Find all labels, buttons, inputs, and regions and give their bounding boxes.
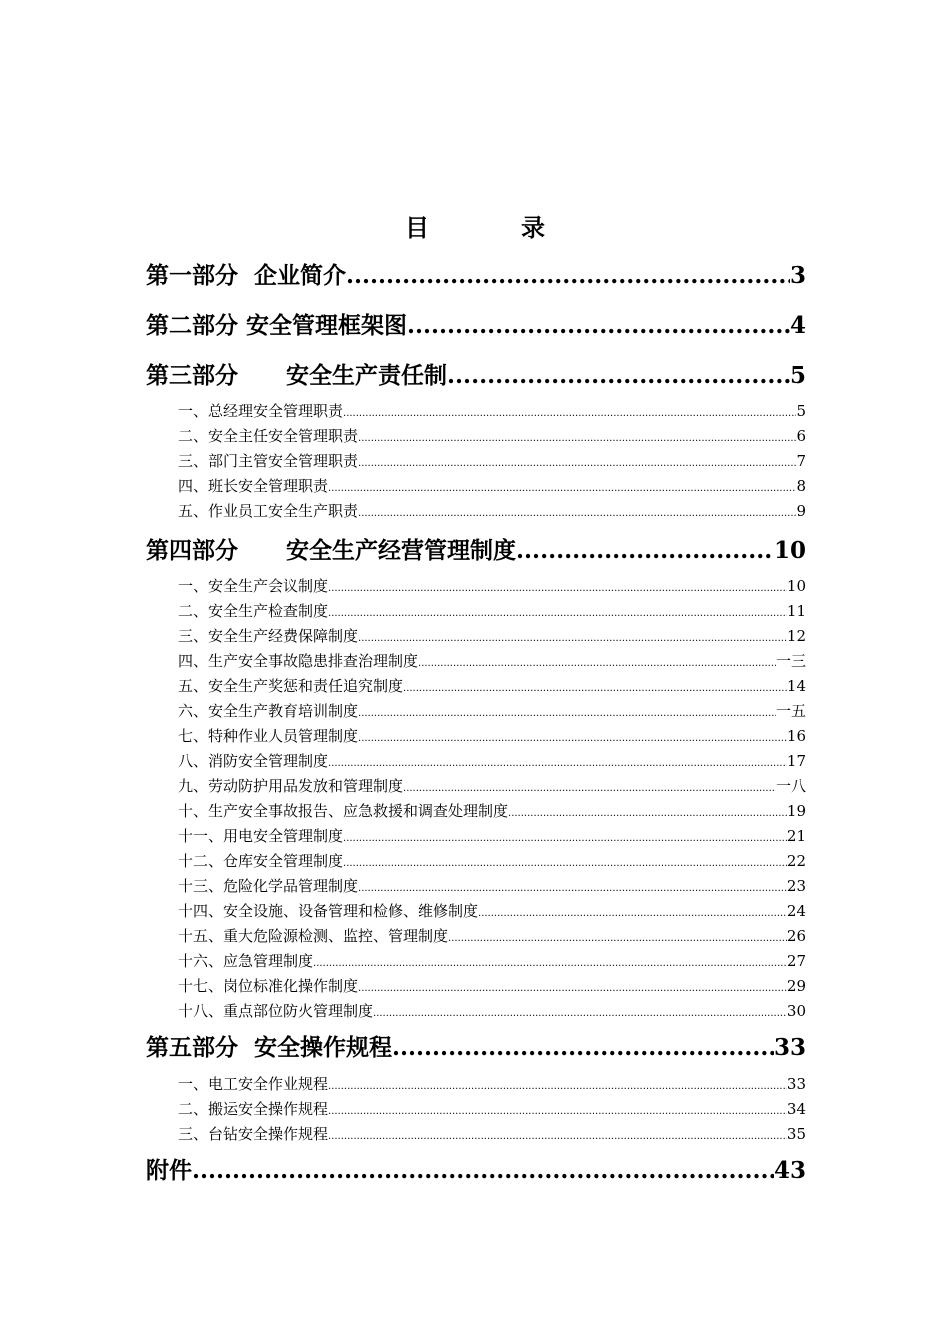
toc-section-entry[interactable] <box>146 257 806 291</box>
toc-subsection-entry[interactable] <box>178 450 806 472</box>
toc-entry-label: 十八、重点部位防火管理制度 <box>178 1002 374 1020</box>
toc-subsection-entry[interactable] <box>178 700 806 722</box>
toc-subsection-entry[interactable] <box>178 400 806 422</box>
toc-subsection-entry[interactable] <box>178 600 806 622</box>
toc-title <box>0 208 950 243</box>
toc-entry-label: 一、总经理安全管理职责 <box>178 402 344 420</box>
toc-entry-page: 4 <box>789 312 806 339</box>
toc-leader-dots <box>358 708 776 719</box>
toc-subsection-entry[interactable] <box>178 575 806 597</box>
toc-leader-dots <box>328 758 787 769</box>
toc-entry-label: 第一部分 企业简介 <box>146 262 347 289</box>
toc-leader-dots <box>447 362 790 389</box>
toc-entry-page: 22 <box>786 852 806 870</box>
toc-entry-page: 11 <box>786 602 806 620</box>
toc-leader-dots <box>328 608 787 619</box>
toc-entry-page: 35 <box>786 1125 806 1143</box>
toc-entry-label: 第二部分 安全管理框架图 <box>146 312 408 339</box>
toc-leader-dots <box>313 958 787 969</box>
toc-entry-page: 12 <box>786 627 806 645</box>
toc-section-entry[interactable] <box>146 1029 806 1063</box>
toc-leader-dots <box>328 483 796 494</box>
toc-entry-label: 八、消防安全管理制度 <box>178 752 329 770</box>
toc-entry-label: 五、作业员工安全生产职责 <box>178 502 359 520</box>
toc-entry-label: 十五、重大危险源检测、监控、管理制度 <box>178 927 449 945</box>
toc-subsection-entry[interactable] <box>178 750 806 772</box>
toc-entry-page: 7 <box>796 452 806 470</box>
toc-entry-label: 七、特种作业人员管理制度 <box>178 727 359 745</box>
toc-entry-label: 十三、危险化学品管理制度 <box>178 877 359 895</box>
toc-leader-dots <box>343 858 787 869</box>
toc-entry-page: 5 <box>796 402 806 420</box>
toc-entry-label: 附件 <box>146 1157 192 1184</box>
toc-subsection-entry[interactable] <box>178 925 806 947</box>
toc-leader-dots <box>358 458 796 469</box>
toc-leader-dots <box>192 1157 774 1184</box>
toc-leader-dots <box>373 1008 787 1019</box>
toc-subsection-entry[interactable] <box>178 1073 806 1095</box>
toc-leader-dots <box>358 633 787 644</box>
toc-entry-page: 5 <box>789 362 806 389</box>
toc-leader-dots <box>343 408 796 419</box>
toc-entry-label: 三、安全生产经费保障制度 <box>178 627 359 645</box>
toc-subsection-entry[interactable] <box>178 625 806 647</box>
toc-section-entry[interactable] <box>146 532 806 566</box>
toc-entry-label: 四、生产安全事故隐患排查治理制度 <box>178 652 419 670</box>
toc-subsection-entry[interactable] <box>178 900 806 922</box>
toc-subsection-entry[interactable] <box>178 825 806 847</box>
toc-entry-label: 三、台钻安全操作规程 <box>178 1125 329 1143</box>
toc-leader-dots <box>407 312 790 339</box>
toc-entry-page: 3 <box>789 262 806 289</box>
toc-entry-label: 十二、仓库安全管理制度 <box>178 852 344 870</box>
toc-entry-label: 第五部分 安全操作规程 <box>146 1034 393 1061</box>
toc-entry-label: 二、安全主任安全管理职责 <box>178 427 359 445</box>
toc-section-entry[interactable] <box>146 357 806 391</box>
toc-title-right: 录 <box>521 213 545 242</box>
toc-leader-dots <box>328 583 787 594</box>
toc-entry-page: 14 <box>786 677 806 695</box>
toc-leader-dots <box>403 683 787 694</box>
toc-entry-label: 第三部分 安全生产责任制 <box>146 362 448 389</box>
toc-entry-label: 十一、用电安全管理制度 <box>178 827 344 845</box>
toc-entry-page: 10 <box>773 537 806 564</box>
toc-subsection-entry[interactable] <box>178 975 806 997</box>
toc-entry-label: 四、班长安全管理职责 <box>178 477 329 495</box>
toc-entry-page: 19 <box>786 802 806 820</box>
toc-subsection-entry[interactable] <box>178 1098 806 1120</box>
toc-subsection-entry[interactable] <box>178 725 806 747</box>
toc-entry-label: 十四、安全设施、设备管理和检修、维修制度 <box>178 902 479 920</box>
toc-entry-page: 6 <box>796 427 806 445</box>
toc-leader-dots <box>346 262 790 289</box>
toc-entry-label: 九、劳动防护用品发放和管理制度 <box>178 777 404 795</box>
toc-entry-label: 十六、应急管理制度 <box>178 952 314 970</box>
toc-entry-page: 29 <box>786 977 806 995</box>
toc-subsection-entry[interactable] <box>178 1000 806 1022</box>
toc-leader-dots <box>508 808 787 819</box>
toc-entry-page: 34 <box>786 1100 806 1118</box>
toc-entry-page: 一三 <box>775 652 806 670</box>
toc-entry-page: 26 <box>786 927 806 945</box>
toc-subsection-entry[interactable] <box>178 675 806 697</box>
toc-entry-label: 十、生产安全事故报告、应急救援和调查处理制度 <box>178 802 509 820</box>
toc-entry-page: 16 <box>786 727 806 745</box>
toc-entry-label: 五、安全生产奖惩和责任追究制度 <box>178 677 404 695</box>
toc-subsection-entry[interactable] <box>178 850 806 872</box>
toc-leader-dots <box>478 908 787 919</box>
toc-entry-page: 8 <box>796 477 806 495</box>
toc-entry-page: 43 <box>773 1157 806 1184</box>
toc-entry-page: 24 <box>786 902 806 920</box>
toc-subsection-entry[interactable] <box>178 500 806 522</box>
toc-leader-dots <box>516 537 774 564</box>
toc-leader-dots <box>328 1081 787 1092</box>
toc-subsection-entry[interactable] <box>178 950 806 972</box>
toc-leader-dots <box>358 433 796 444</box>
toc-entry-label: 一、电工安全作业规程 <box>178 1075 329 1093</box>
toc-entry-label: 第四部分 安全生产经营管理制度 <box>146 537 517 564</box>
toc-entry-page: 9 <box>796 502 806 520</box>
toc-leader-dots <box>403 783 776 794</box>
toc-leader-dots <box>448 933 787 944</box>
toc-subsection-entry[interactable] <box>178 475 806 497</box>
toc-entry-page: 21 <box>786 827 806 845</box>
toc-leader-dots <box>358 733 787 744</box>
toc-subsection-entry[interactable] <box>178 775 806 797</box>
toc-subsection-entry[interactable] <box>178 1123 806 1145</box>
toc-entry-page: 一八 <box>775 777 806 795</box>
toc-leader-dots <box>392 1034 774 1061</box>
toc-leader-dots <box>418 658 776 669</box>
toc-entry-label: 二、安全生产检查制度 <box>178 602 329 620</box>
toc-entry-page: 33 <box>786 1075 806 1093</box>
toc-leader-dots <box>358 983 787 994</box>
toc-subsection-entry[interactable] <box>178 875 806 897</box>
toc-section-entry[interactable] <box>146 307 806 341</box>
toc-leader-dots <box>358 883 787 894</box>
toc-entry-label: 一、安全生产会议制度 <box>178 577 329 595</box>
toc-subsection-entry[interactable] <box>178 425 806 447</box>
toc-leader-dots <box>358 508 796 519</box>
toc-entry-page: 30 <box>786 1002 806 1020</box>
toc-leader-dots <box>328 1106 787 1117</box>
toc-entry-label: 十七、岗位标准化操作制度 <box>178 977 359 995</box>
toc-entry-page: 17 <box>786 752 806 770</box>
toc-entry-page: 23 <box>786 877 806 895</box>
toc-entry-page: 33 <box>773 1034 806 1061</box>
toc-section-entry[interactable] <box>146 1152 806 1186</box>
toc-subsection-entry[interactable] <box>178 800 806 822</box>
toc-entry-page: 27 <box>786 952 806 970</box>
toc-leader-dots <box>343 833 787 844</box>
toc-entry-label: 二、搬运安全操作规程 <box>178 1100 329 1118</box>
toc-entry-page: 一五 <box>775 702 806 720</box>
toc-title-left: 目 <box>405 213 429 242</box>
toc-entry-label: 三、部门主管安全管理职责 <box>178 452 359 470</box>
toc-entry-page: 10 <box>786 577 806 595</box>
toc-subsection-entry[interactable] <box>178 650 806 672</box>
toc-leader-dots <box>328 1131 787 1142</box>
toc-entry-label: 六、安全生产教育培训制度 <box>178 702 359 720</box>
